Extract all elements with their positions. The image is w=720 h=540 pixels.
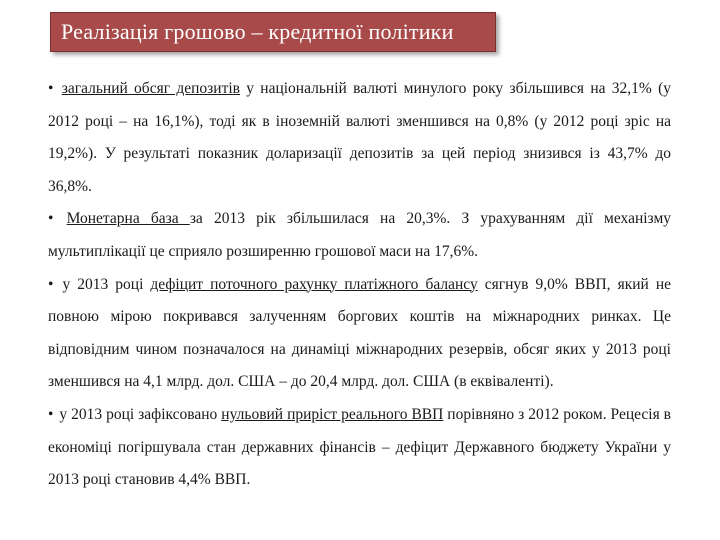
title-banner: [50, 12, 496, 52]
bullet-icon: •: [48, 210, 54, 228]
paragraph-prefix: у 2013 році: [62, 275, 151, 293]
slide-title: Реалізація грошово – кредитної політики: [61, 19, 454, 44]
paragraph-text: у національній валюті минулого року збільшився на 32,1% (у 2012 році – на 16,1%), тоді як в іноземній валюті зменшився на 0,8% (у 2012 році зріс на 19,2%). У результаті показник доларизації депозитів за цей період знизився із 43,7% до 36,8%.: [48, 80, 671, 195]
paragraph-underlined: Монетарна база: [66, 210, 190, 228]
paragraph-current-account: [48, 269, 671, 399]
paragraph-text: порівняно з 2012 роком. Рецесія в економіці погіршувала стан державних фінансів – дефіцит Державного бюджету України у 2013 році становив 4,4% ВВП.: [48, 405, 671, 489]
paragraph-text: сягнув 9,0% ВВП, який не повною мірою покривався залученням боргових коштів на міжнародних ринках. Це відповідним чином позначалося на динаміці міжнародних резервів, обсяг яких у 2013 році зменшився на 4,1 млрд. дол. США – до 20,4 млрд. дол. США (в еквіваленті).: [48, 275, 672, 391]
paragraph-text: за 2013 рік збільшилася на 20,3%. З урахуванням дії механізму мультиплікації це сприяло розширенню грошової маси на 17,6%.: [48, 210, 672, 260]
paragraph-monetary-base: [48, 203, 671, 268]
bullet-icon: •: [48, 80, 54, 97]
paragraph-prefix: у 2013 році зафіксовано: [59, 405, 222, 423]
paragraph-underlined: нульовий приріст реального ВВП: [221, 405, 444, 423]
paragraph-deposits: [48, 73, 671, 203]
slide-body: [48, 73, 671, 497]
paragraph-underlined: загальний обсяг депозитів: [61, 80, 240, 97]
bullet-icon: •: [48, 405, 54, 423]
bullet-icon: •: [48, 275, 54, 293]
paragraph-underlined: дефіцит поточного рахунку платіжного балансу: [150, 275, 478, 293]
paragraph-gdp: [48, 399, 671, 497]
